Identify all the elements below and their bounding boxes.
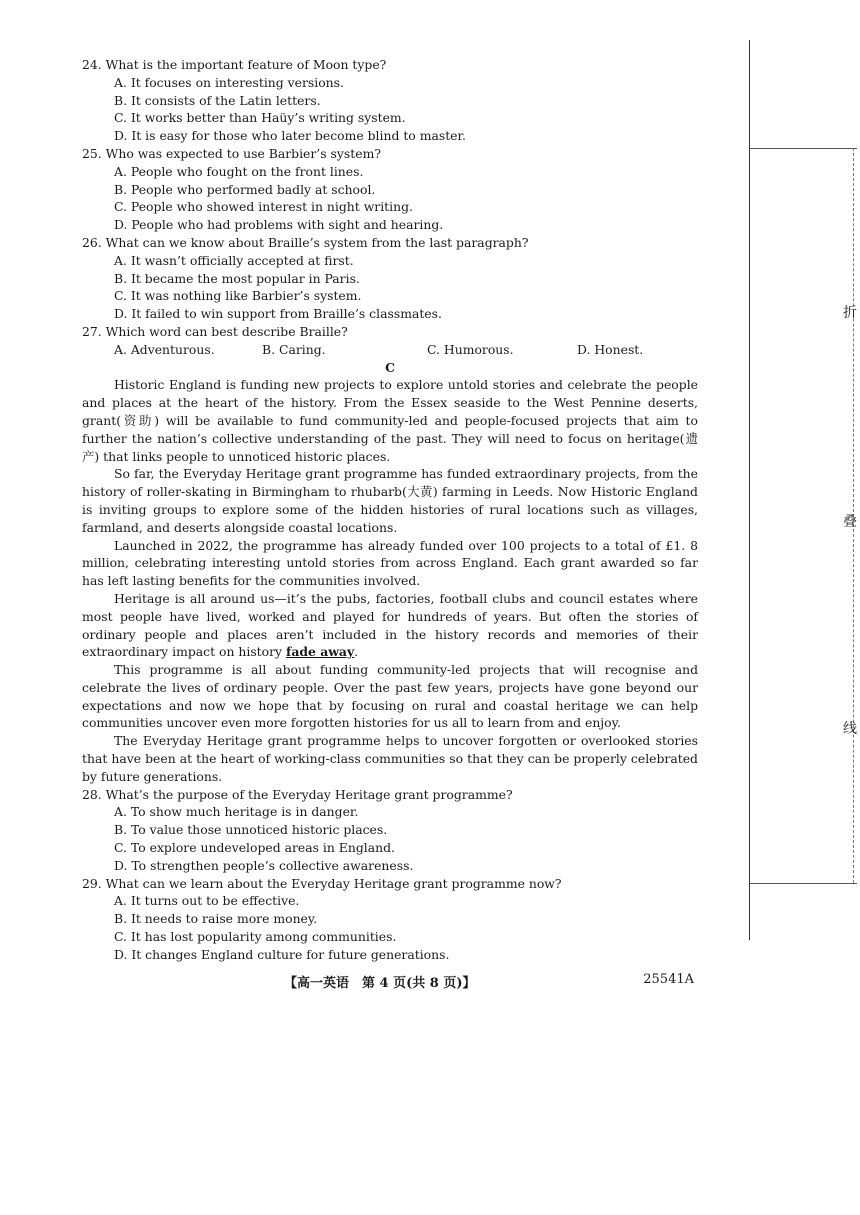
- key-phrase: fade away: [286, 644, 355, 660]
- option-b: B. To value those unnoticed historic places.: [114, 822, 388, 838]
- option-b: B. It consists of the Latin letters.: [114, 92, 321, 108]
- question-27: [82, 323, 698, 359]
- option-d: D. People who had problems with sight and hearing.: [114, 217, 444, 233]
- fold-label-char-3: 线: [843, 721, 857, 737]
- option-d: D. It changes England culture for future generations.: [114, 946, 450, 962]
- option-b: B. It needs to raise more money.: [114, 911, 318, 927]
- page-footer: [82, 972, 698, 992]
- passage-paragraph-6: The Everyday Heritage grant programme helps to uncover forgotten or overlooked stories that have been at the heart of working-class communities so that they can be properly celebrated by future generations.: [82, 733, 698, 784]
- reading-passage: [82, 376, 698, 785]
- binding-top-line: [749, 148, 857, 149]
- option-a: A. It wasn’t officially accepted at first.: [114, 252, 354, 268]
- paragraph-text: Heritage is all around us—it’s the pubs, factories, football clubs and council estates where most people have lived, worked and played for hundreds of years. But often the stories of ordinary people and places aren’t included in the history records and memories of their extraordinary impact on history: [82, 590, 698, 660]
- option-d: D. To strengthen people’s collective awareness.: [114, 857, 414, 873]
- option-c: C. People who showed interest in night writing.: [114, 199, 413, 215]
- passage-paragraph-4: [82, 590, 698, 661]
- option-c: C. To explore undeveloped areas in England.: [114, 840, 395, 856]
- option-c: C. It has lost popularity among communities.: [114, 929, 397, 945]
- question-26: [82, 234, 698, 323]
- question-24: [82, 56, 698, 145]
- option-a: A. It turns out to be effective.: [114, 893, 300, 909]
- option-c: C. It works better than Haüy’s writing system.: [114, 110, 406, 126]
- exam-page: [82, 56, 698, 964]
- options-row: [114, 341, 698, 359]
- option-b: B. It became the most popular in Paris.: [114, 270, 360, 286]
- fold-label-char-2: 叠: [843, 514, 857, 530]
- option-c: C. It was nothing like Barbier’s system.: [114, 288, 362, 304]
- passage-paragraph-5: This programme is all about funding community-led projects that will recognise and celebrate the lives of ordinary people. Over the past few years, projects have gone beyond our expectations and now we hope that by focusing on rural and coastal heritage we can help communities uncover even more forgotten histories for us all to learn from and enjoy.: [82, 662, 698, 731]
- binding-margin-line: [749, 40, 750, 940]
- option-a: A. It focuses on interesting versions.: [114, 74, 344, 90]
- question-text: 24. What is the important feature of Moon type?: [82, 57, 387, 72]
- option-a: A. People who fought on the front lines.: [114, 163, 364, 179]
- footer-page-number: 【高一英语 第 4 页(共 8 页)】: [284, 976, 476, 991]
- option-a: A. Adventurous.: [114, 341, 215, 357]
- passage-paragraph-3: Launched in 2022, the programme has already funded over 100 projects to a total of £1. 8 million, celebrating interesting untold stories from across England. Each grant awarded so far has left lasting benefits for the communities involved.: [82, 537, 698, 589]
- question-28: [82, 786, 698, 875]
- passage-paragraph-1: Historic England is funding new projects to explore untold stories and celebrate the people and places at the heart of the history. From the Essex seaside to the West Pennine deserts, grant(资助) will be available to fund community-led and people-focused projects that aim to further the nation’s collective understanding of the past. They will need to focus on heritage(遗产) that links people to unnoticed historic places.: [82, 377, 698, 464]
- question-text: 25. Who was expected to use Barbier’s system?: [82, 145, 381, 161]
- question-text: 28. What’s the purpose of the Everyday Heritage grant programme?: [82, 786, 513, 802]
- footer-exam-code: 25541A: [643, 972, 694, 987]
- question-text: 29. What can we learn about the Everyday Heritage grant programme now?: [82, 875, 562, 891]
- question-text: 27. Which word can best describe Braille?: [82, 323, 348, 339]
- option-d: D. It is easy for those who later become blind to master.: [114, 128, 467, 144]
- option-d: D. It failed to win support from Braille’s classmates.: [114, 306, 442, 322]
- option-b: B. Caring.: [262, 341, 326, 357]
- fold-label-char-1: 折: [843, 305, 857, 321]
- binding-bottom-line: [749, 883, 857, 884]
- passage-paragraph-2: So far, the Everyday Heritage grant programme has funded extraordinary projects, from the history of roller-skating in Birmingham to rhubarb(大黄) farming in Leeds. Now Historic England is inviting groups to explore some of the hidden histories of rural locations such as villages, farmland, and deserts alongside coastal locations.: [82, 466, 698, 535]
- option-d: D. Honest.: [577, 341, 644, 357]
- option-c: C. Humorous.: [427, 341, 514, 357]
- option-a: A. To show much heritage is in danger.: [114, 804, 359, 820]
- paragraph-end: .: [354, 644, 359, 660]
- section-label: C: [385, 359, 395, 375]
- question-text: 26. What can we know about Braille’s system from the last paragraph?: [82, 234, 529, 250]
- question-25: [82, 145, 698, 234]
- option-b: B. People who performed badly at school.: [114, 181, 376, 197]
- question-29: [82, 875, 698, 964]
